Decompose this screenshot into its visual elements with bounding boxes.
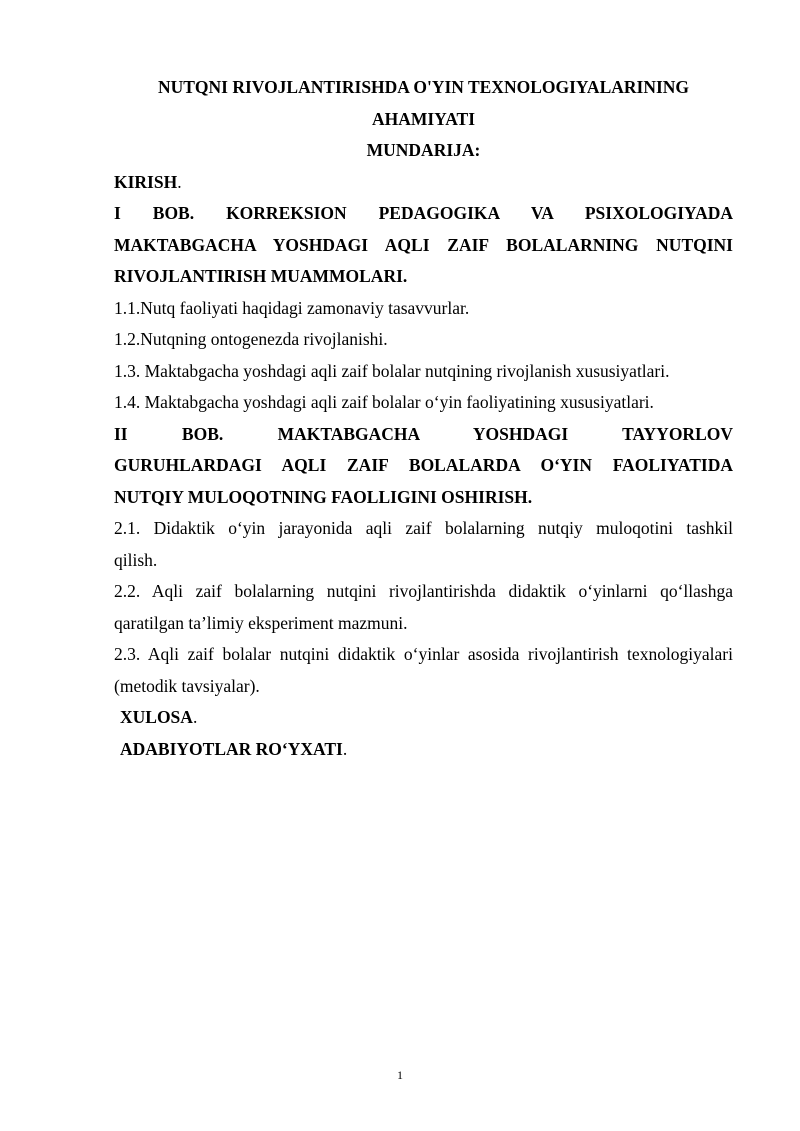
toc-item-2-3-line-1: 2.3. Aqli zaif bolalar nutqini didaktik o‘yinlar asosida rivojlantirish texnologiyalari — [114, 644, 733, 664]
chapter-1-line-2: MAKTABGACHA YOSHDAGI AQLI ZAIF BOLALARNING NUTQINI — [114, 234, 733, 255]
chapter-1-line-3: RIVOJLANTIRISH MUAMMOLARI. — [114, 266, 408, 286]
toc-item-2-3-line-2: (metodik tavsiyalar). — [114, 675, 260, 696]
toc-item-1-1: 1.1.Nutq faoliyati haqidagi zamonaviy tasavvurlar. — [114, 297, 470, 318]
toc-item-2-2 — [114, 576, 733, 639]
chapter-2-line-3: NUTQIY MULOQOTNING FAOLLIGINI OSHIRISH. — [114, 486, 533, 507]
toc-entry-intro — [114, 167, 733, 199]
toc-entry-references — [114, 734, 733, 766]
toc-chapter-1 — [114, 198, 733, 293]
toc-item-2-1-line-1: 2.1. Didaktik o‘yin jarayonida aqli zaif bolalarning nutqiy muloqotini tashkil — [114, 518, 733, 538]
toc-item-2-3 — [114, 639, 733, 702]
intro-dot: . — [177, 171, 182, 192]
references-label: ADABIYOTLAR RO‘YXATI — [120, 738, 343, 759]
chapter-2-line-1: II BOB. MAKTABGACHA YOSHDAGI TAYYORLOV — [114, 423, 733, 444]
intro-label: KIRISH — [114, 171, 178, 192]
document-title-line-2: AHAMIYATI — [371, 108, 476, 129]
chapter-1-line-1: I BOB. KORREKSION PEDAGOGIKA VA PSIXOLOGIYADA — [114, 203, 733, 223]
document-title — [114, 72, 733, 135]
toc-chapter-2 — [114, 419, 733, 514]
chapter-2-line-2: GURUHLARDAGI AQLI ZAIF BOLALARDA O‘YIN FAOLIYATIDA — [114, 455, 733, 475]
toc-item-1-2: 1.2.Nutqning ontogenezda rivojlanishi. — [114, 329, 388, 349]
toc-item-2-1 — [114, 513, 733, 576]
toc-entry-conclusion — [114, 702, 733, 734]
page-number: 1 — [397, 1068, 403, 1082]
references-dot: . — [342, 738, 348, 759]
document-title-line-1: NUTQNI RIVOJLANTIRISHDA O'YIN TEXNOLOGIYALARINING — [157, 77, 690, 97]
toc-item-2-2-line-2: qaratilgan ta’limiy eksperiment mazmuni. — [114, 612, 408, 633]
conclusion-dot: . — [192, 707, 198, 727]
toc-item-1-3: 1.3. Maktabgacha yoshdagi aqli zaif bolalar nutqining rivojlanish xususiyatlari. — [114, 360, 670, 381]
toc-item-2-1-line-2: qilish. — [114, 549, 158, 570]
conclusion-label: XULOSA — [120, 707, 193, 727]
toc-item-2-2-line-1: 2.2. Aqli zaif bolalarning nutqini rivojlantirishda didaktik o‘yinlarni qo‘llashga — [114, 581, 733, 601]
toc-item-1-4: 1.4. Maktabgacha yoshdagi aqli zaif bolalar o‘yin faoliyatining xususiyatlari. — [114, 392, 654, 412]
contents-heading: MUNDARIJA: — [366, 140, 481, 160]
page-content — [114, 72, 733, 765]
